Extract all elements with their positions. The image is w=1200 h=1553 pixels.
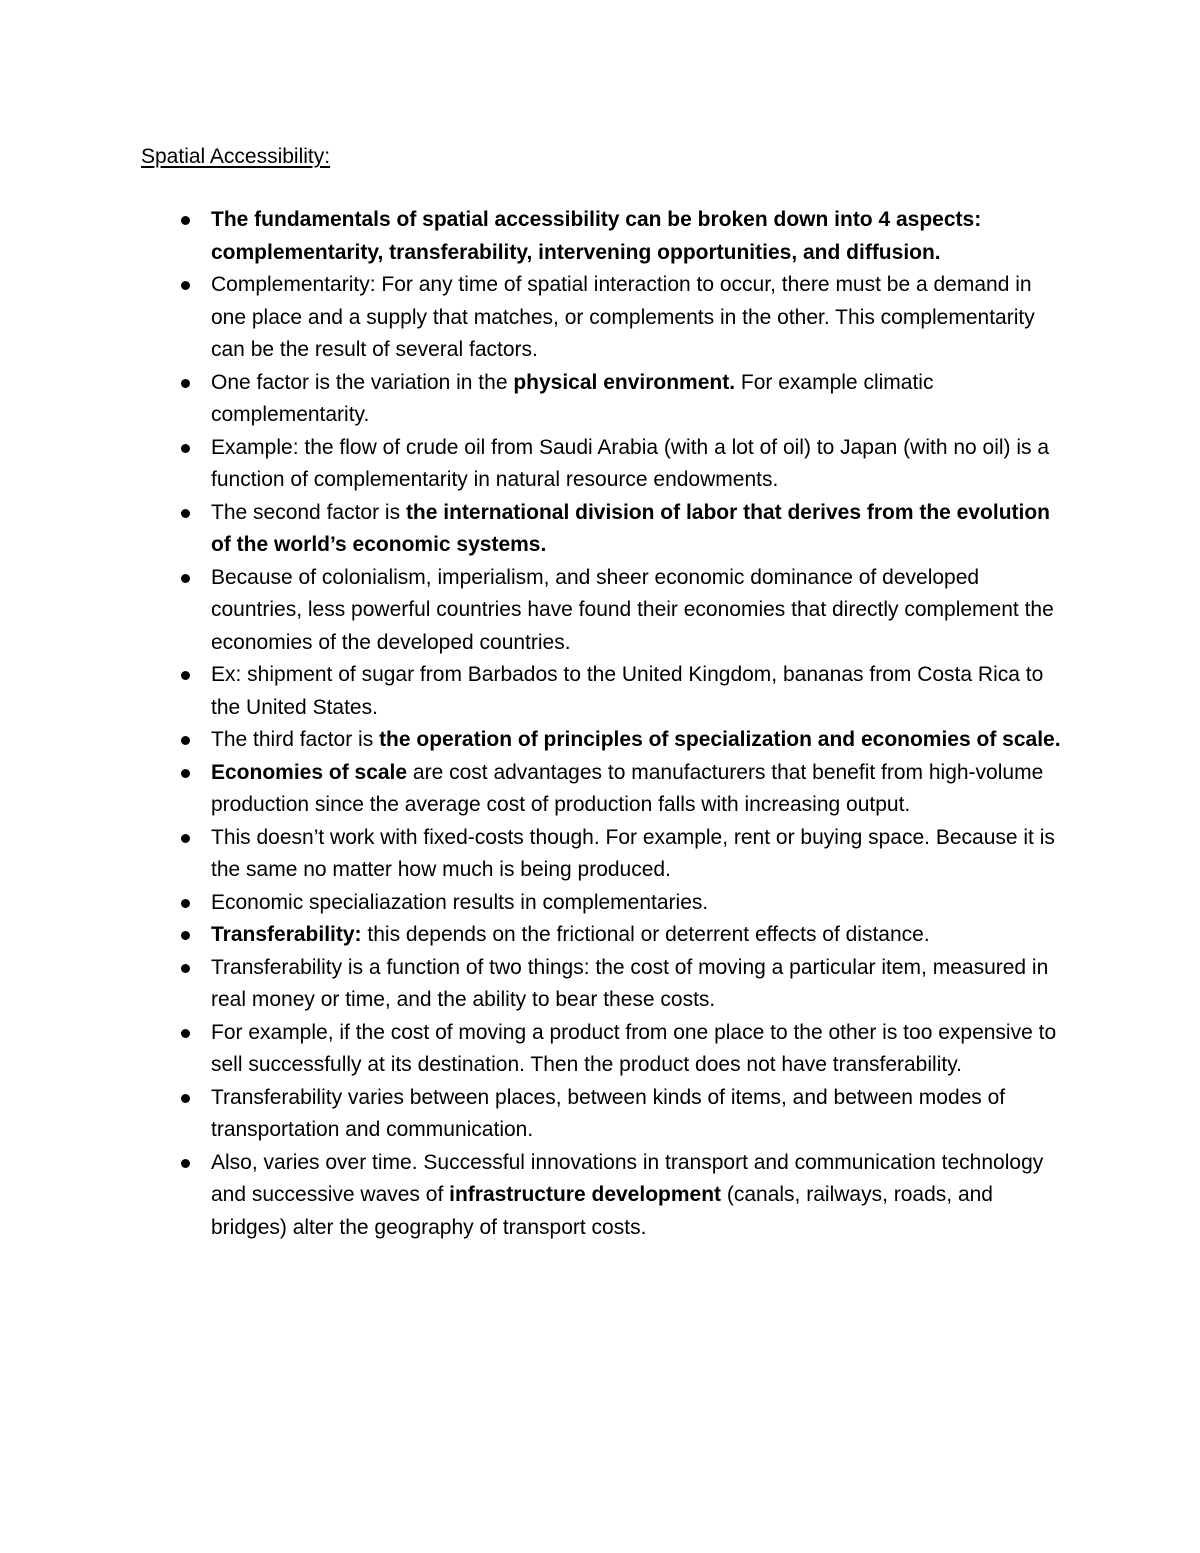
bullet-list (141, 204, 1061, 1244)
bullet-item (141, 659, 1061, 724)
bullet-dot-icon (181, 216, 190, 225)
bullet-text: this depends on the frictional or deterrent effects of distance. (361, 923, 930, 946)
bold-text: the international division of labor that derives from the evolution of the world’s economic systems. (211, 500, 1051, 556)
bullet-dot-icon (181, 736, 190, 745)
bullet-dot-icon (181, 964, 190, 973)
bullet-item (141, 1017, 1061, 1082)
bullet-item (141, 1082, 1061, 1147)
bold-text: Transferability: (211, 923, 362, 946)
bullet-item (141, 952, 1061, 1017)
bullet-dot-icon (181, 834, 190, 843)
section-heading: Spatial Accessibility: (141, 145, 331, 168)
bullet-dot-icon (181, 379, 190, 388)
bullet-item (141, 269, 1061, 367)
bullet-text: Complementarity: For any time of spatial interaction to occur, there must be a demand in one place and a supply that matches, or complements in the other. This complementarity can be the result of several factors. (211, 273, 1035, 361)
bullet-text: Transferability is a function of two things: the cost of moving a particular item, measured in real money or time, and the ability to bear these costs. (211, 955, 1049, 1011)
bullet-item (141, 432, 1061, 497)
bullet-text: For example, if the cost of moving a product from one place to the other is too expensive to sell successfully at its destination. Then the product does not have transferability. (211, 1020, 1057, 1076)
bullet-text: (canals, railways, roads, and bridges) alter the geography of transport costs. (211, 1183, 993, 1239)
bullet-item (141, 562, 1061, 660)
bold-text: infrastructure development (449, 1183, 722, 1206)
bullet-text: Economic specialiazation results in complementaries. (211, 890, 709, 914)
bullet-item (141, 367, 1061, 432)
bullet-dot-icon (181, 509, 190, 518)
bullet-text: One factor is the variation in the (211, 370, 514, 394)
bullet-text: For example climatic complementarity. (211, 370, 934, 426)
bullet-text: Example: the flow of crude oil from Saudi Arabia (with a lot of oil) to Japan (with no oil) is a function of complementarity in natural resource endowments. (211, 435, 1050, 491)
bullet-text: The third factor is (211, 728, 380, 751)
bullet-dot-icon (181, 1094, 190, 1103)
bullet-text: Also, varies over time. Successful innovations in transport and communication technology and successive waves of (211, 1150, 1044, 1206)
bullet-text: The second factor is (211, 500, 406, 524)
bullet-text: This doesn’t work with fixed-costs though. For example, rent or buying space. Because it is the same no matter how much is being produced. (211, 825, 1055, 881)
bullet-dot-icon (181, 671, 190, 680)
bullet-item (141, 724, 1061, 757)
bullet-item (141, 887, 1061, 920)
bullet-item (141, 204, 1061, 269)
bullet-item (141, 497, 1061, 562)
bullet-dot-icon (181, 444, 190, 453)
bold-text: The fundamentals of spatial accessibility can be broken down into 4 aspects: complementarity, transferability, intervening opportunities, and diffusion. (211, 208, 982, 264)
bold-text: physical environment. (513, 370, 736, 394)
bullet-text: Because of colonialism, imperialism, and sheer economic dominance of developed countries, less powerful countries have found their economies that directly complement the economies of the developed countries. (211, 565, 1054, 654)
bullet-text: Ex: shipment of sugar from Barbados to the United Kingdom, bananas from Costa Rica to the United States. (211, 663, 1044, 719)
bullet-item (141, 1147, 1061, 1245)
bullet-dot-icon (181, 574, 190, 583)
bullet-dot-icon (181, 1029, 190, 1038)
bold-text: the operation of principles of specialization and economies of scale. (379, 728, 1061, 751)
bullet-dot-icon (181, 899, 190, 908)
bullet-dot-icon (181, 1159, 190, 1168)
bullet-text: are cost advantages to manufacturers that benefit from high-volume production since the average cost of production falls with increasing output. (211, 760, 1044, 816)
bullet-dot-icon (181, 931, 190, 940)
bullet-dot-icon (181, 769, 190, 778)
bullet-dot-icon (181, 281, 190, 290)
bullet-item (141, 919, 1061, 952)
bullet-item (141, 757, 1061, 822)
bullet-text: Transferability varies between places, between kinds of items, and between modes of transportation and communication. (211, 1085, 1006, 1141)
bold-text: Economies of scale (211, 760, 408, 784)
bullet-item (141, 822, 1061, 887)
